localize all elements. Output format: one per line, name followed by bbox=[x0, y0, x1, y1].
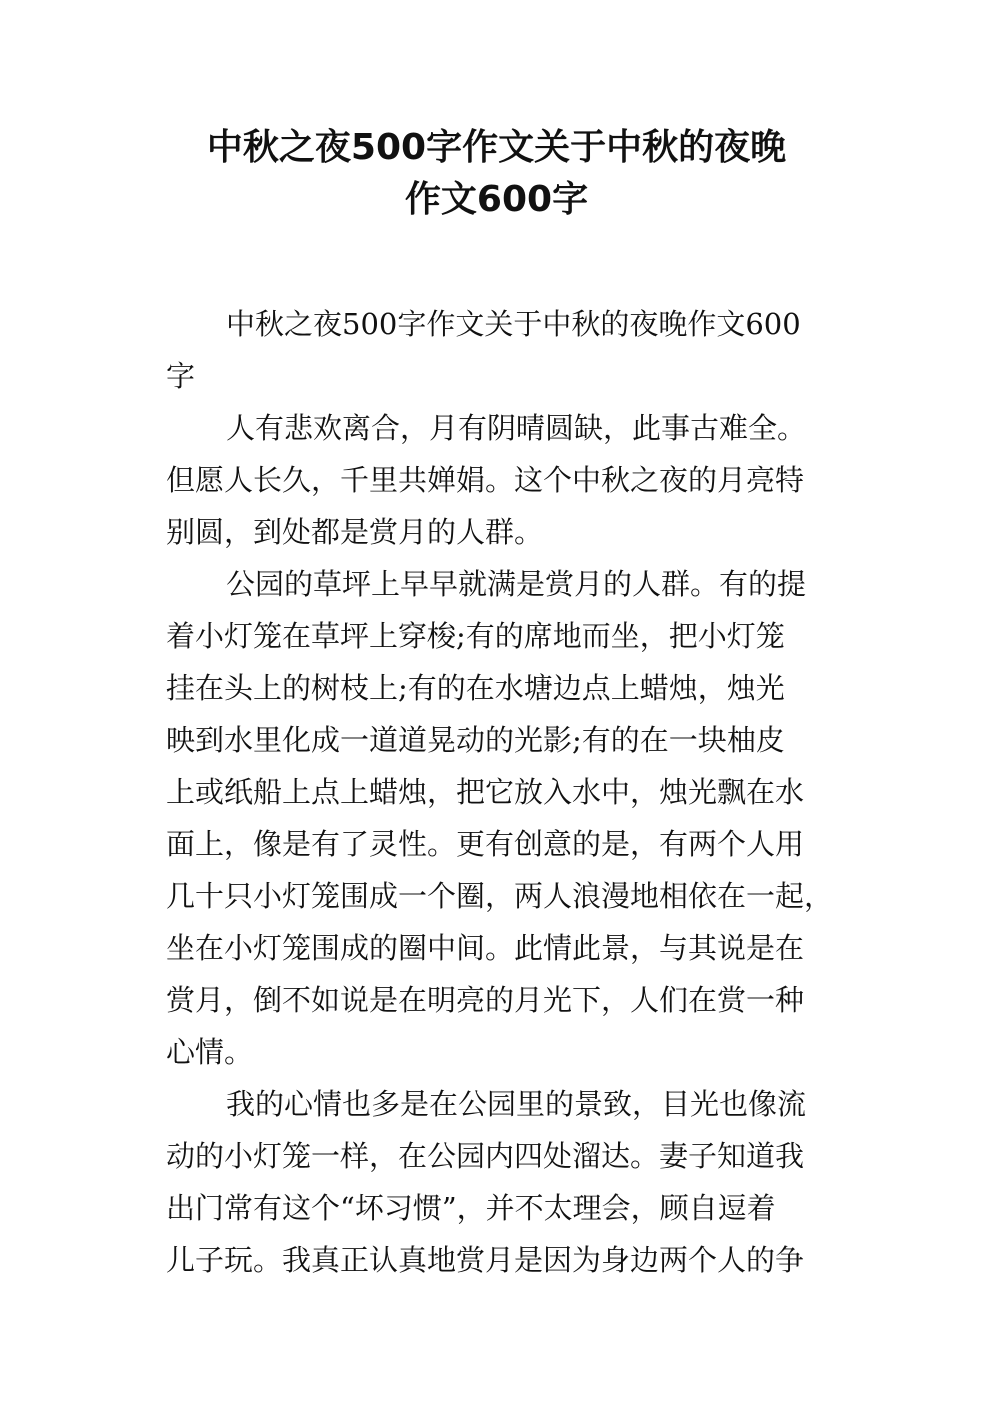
text-line: 中秋之夜500字作文关于中秋的夜晚作文600 bbox=[226, 307, 801, 341]
text-line: 挂在头上的树枝上;有的在水塘边点上蜡烛，烛光 bbox=[166, 671, 785, 705]
document-title-line-1: 中秋之夜500字作文关于中秋的夜晚 bbox=[206, 127, 787, 168]
text-line: 别圆，到处都是赏月的人群。 bbox=[166, 515, 544, 549]
paragraph bbox=[166, 558, 846, 1078]
text-line: 坐在小灯笼围成的圈中间。此情此景，与其说是在 bbox=[166, 931, 805, 965]
text-line: 面上，像是有了灵性。更有创意的是，有两个人用 bbox=[166, 827, 805, 861]
text-line: 出门常有这个“坏习惯”，并不太理会，顾自逗着 bbox=[166, 1191, 776, 1225]
paragraph bbox=[166, 298, 846, 402]
text-line: 人有悲欢离合，月有阴晴圆缺，此事古难全。 bbox=[226, 411, 807, 445]
text-line: 儿子玩。我真正认真地赏月是因为身边两个人的争 bbox=[166, 1243, 805, 1277]
document-body bbox=[166, 298, 846, 1286]
text-line: 几十只小灯笼围成一个圈，两人浪漫地相依在一起， bbox=[166, 879, 834, 913]
text-line: 映到水里化成一道道晃动的光影;有的在一块柚皮 bbox=[166, 723, 785, 757]
text-line: 动的小灯笼一样，在公园内四处溜达。妻子知道我 bbox=[166, 1139, 805, 1173]
text-line: 公园的草坪上早早就满是赏月的人群。有的提 bbox=[226, 567, 807, 601]
text-line: 心情。 bbox=[166, 1035, 254, 1069]
document-title-line-2: 作文600字 bbox=[404, 179, 589, 220]
text-line: 我的心情也多是在公园里的景致，目光也像流 bbox=[226, 1087, 807, 1121]
text-line: 上或纸船上点上蜡烛，把它放入水中，烛光飘在水 bbox=[166, 775, 805, 809]
paragraph bbox=[166, 1078, 846, 1286]
text-line: 但愿人长久，千里共婵娟。这个中秋之夜的月亮特 bbox=[166, 463, 805, 497]
text-line: 字 bbox=[166, 359, 196, 393]
text-line: 赏月，倒不如说是在明亮的月光下，人们在赏一种 bbox=[166, 983, 805, 1017]
paragraph bbox=[166, 402, 846, 558]
text-line: 着小灯笼在草坪上穿梭;有的席地而坐，把小灯笼 bbox=[166, 619, 785, 653]
